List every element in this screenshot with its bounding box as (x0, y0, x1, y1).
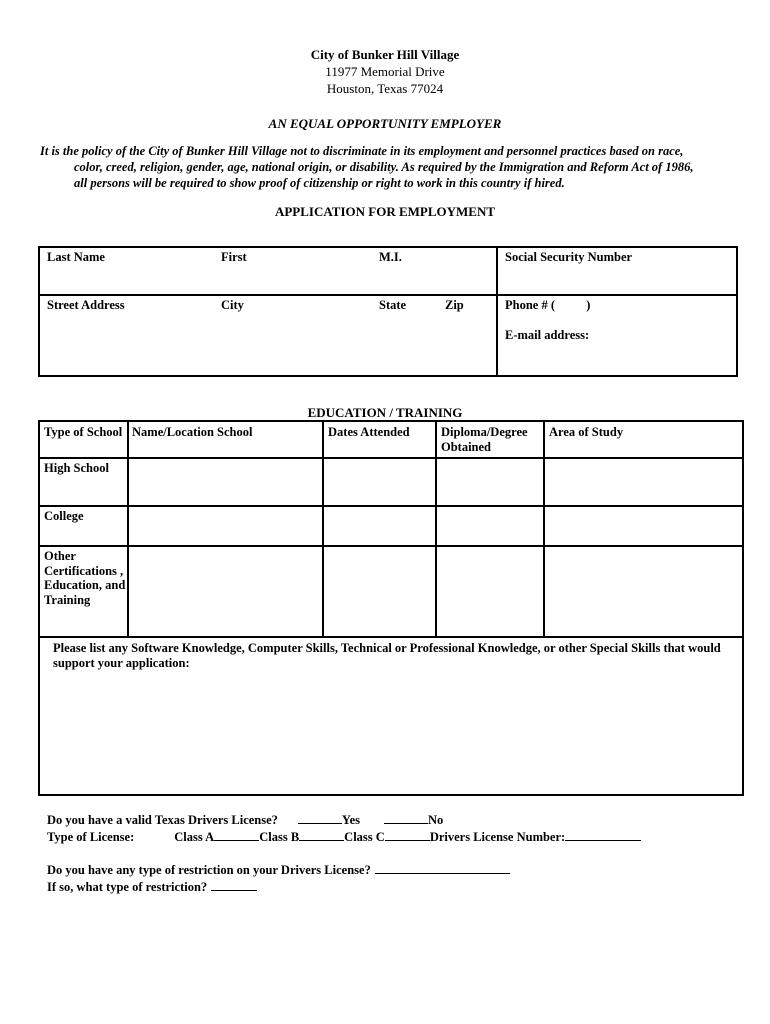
class-a-label: Class A (174, 830, 215, 844)
restriction-type-line (47, 879, 257, 895)
edu-col-line-3 (435, 420, 437, 638)
eoe-statement: AN EQUAL OPPORTUNITY EMPLOYER (268, 116, 502, 131)
edu-row-line-2 (38, 505, 744, 507)
ssn-label: Social Security Number (505, 250, 633, 264)
education-table (38, 420, 744, 796)
restriction-question-line (47, 862, 510, 878)
class-b-blank[interactable] (299, 829, 344, 841)
first-name-label: First (221, 250, 247, 264)
address-line-1: 11977 Memorial Drive (325, 64, 445, 79)
zip-label: Zip (445, 298, 464, 312)
mi-label: M.I. (379, 250, 402, 264)
restriction-type-question: If so, what type of restriction? (47, 880, 208, 894)
state-label: State (379, 298, 407, 312)
email-label: E-mail address: (505, 328, 590, 342)
row-college: College (44, 509, 84, 523)
policy-line-3: all persons will be required to show proof of citizenship or right to work in this country if hired. (74, 176, 565, 190)
col-name-location: Name/Location School (132, 425, 253, 439)
last-name-label: Last Name (47, 250, 105, 264)
skills-prompt: Please list any Software Knowledge, Computer Skills, Technical or Professional Knowledge, or other Special Skills that would support your application: (53, 641, 721, 670)
col-area-of-study: Area of Study (549, 425, 624, 439)
edu-col-line-2 (322, 420, 324, 638)
policy-line-2: color, creed, religion, gender, age, national origin, or disability. As required by the Immigration and Reform Act of 1986, (74, 160, 694, 174)
address-line-2: Houston, Texas 77024 (326, 81, 444, 96)
edu-row-line-3 (38, 545, 744, 547)
col-diploma-degree: Diploma/Degree Obtained (441, 425, 528, 454)
col-dates-attended: Dates Attended (328, 425, 410, 439)
personal-divider (38, 294, 738, 296)
restriction-type-blank[interactable] (211, 879, 257, 891)
dl-number-blank[interactable] (565, 829, 641, 841)
phone-label: Phone # ( ) (505, 298, 591, 312)
license-type-line (47, 829, 641, 845)
dl-number-label: Drivers License Number: (429, 830, 566, 844)
yes-label: Yes (341, 813, 360, 827)
class-b-label: Class B (259, 830, 300, 844)
edu-col-line-4 (543, 420, 545, 638)
license-question-text: Do you have a valid Texas Drivers License? (47, 813, 278, 827)
edu-row-line-1 (38, 457, 744, 459)
policy-line-1: It is the policy of the City of Bunker Hill Village not to discriminate in its employment and personnel practices based on race, (40, 144, 684, 158)
street-label: Street Address (47, 298, 125, 312)
class-a-blank[interactable] (214, 829, 259, 841)
no-label: No (427, 813, 444, 827)
row-high-school: High School (44, 461, 109, 475)
license-question (47, 812, 443, 828)
org-name: City of Bunker Hill Village (310, 47, 460, 62)
col-type-of-school: Type of School (44, 425, 123, 439)
restriction-question: Do you have any type of restriction on your Drivers License? (47, 863, 371, 877)
form-title: APPLICATION FOR EMPLOYMENT (274, 204, 496, 219)
restriction-blank[interactable] (375, 862, 510, 874)
policy-statement (40, 143, 756, 191)
class-c-label: Class C (344, 830, 385, 844)
no-blank[interactable] (384, 812, 428, 824)
city-label: City (221, 298, 244, 312)
license-type-label: Type of License: (47, 830, 135, 844)
edu-row-line-4 (38, 636, 744, 638)
class-c-blank[interactable] (385, 829, 430, 841)
yes-blank[interactable] (298, 812, 342, 824)
personal-vertical-divider (496, 246, 498, 377)
row-other-certifications: Other Certifications , Education, and Training (44, 549, 126, 607)
education-title: EDUCATION / TRAINING (307, 405, 463, 420)
